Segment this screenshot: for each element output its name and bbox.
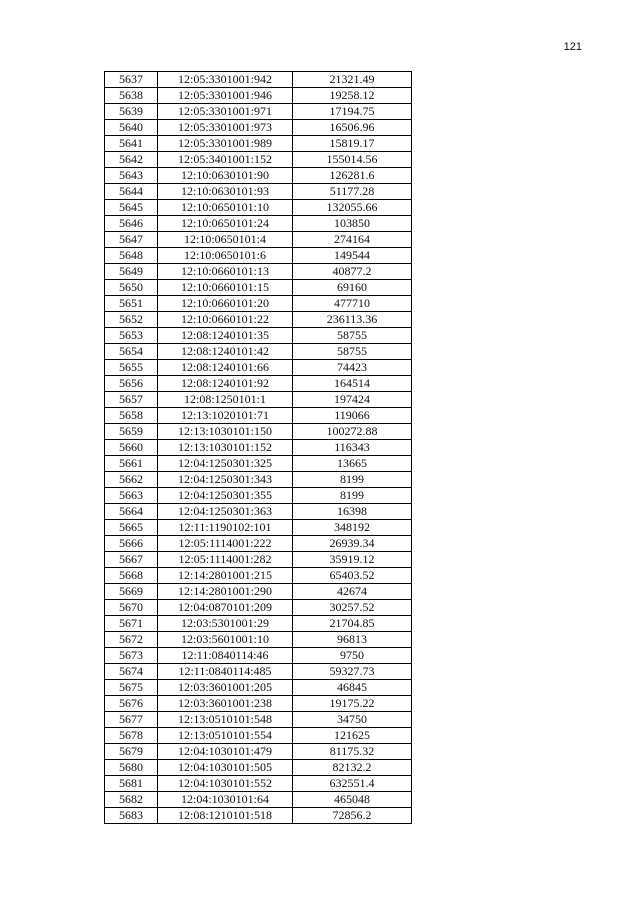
cadastral-number-cell: 12:10:0650101:6 xyxy=(158,248,293,264)
row-number-cell: 5640 xyxy=(105,120,158,136)
cadastral-number-cell: 12:04:1250301:355 xyxy=(158,488,293,504)
table-row xyxy=(105,792,412,808)
amount-cell: 103850 xyxy=(293,216,412,232)
table-row xyxy=(105,616,412,632)
table-row xyxy=(105,760,412,776)
cadastral-number-cell: 12:03:5601001:10 xyxy=(158,632,293,648)
table-row xyxy=(105,120,412,136)
amount-cell: 42674 xyxy=(293,584,412,600)
amount-cell: 30257.52 xyxy=(293,600,412,616)
row-number-cell: 5651 xyxy=(105,296,158,312)
row-number-cell: 5668 xyxy=(105,568,158,584)
cadastral-number-cell: 12:08:1240101:42 xyxy=(158,344,293,360)
amount-cell: 116343 xyxy=(293,440,412,456)
cadastral-number-cell: 12:13:1020101:71 xyxy=(158,408,293,424)
cadastral-number-cell: 12:14:2801001:215 xyxy=(158,568,293,584)
cadastral-number-cell: 12:05:1114001:282 xyxy=(158,552,293,568)
amount-cell: 34750 xyxy=(293,712,412,728)
row-number-cell: 5683 xyxy=(105,808,158,824)
cadastral-number-cell: 12:04:0870101:209 xyxy=(158,600,293,616)
table-row xyxy=(105,104,412,120)
cadastral-number-cell: 12:05:1114001:222 xyxy=(158,536,293,552)
row-number-cell: 5667 xyxy=(105,552,158,568)
amount-cell: 58755 xyxy=(293,344,412,360)
table-row xyxy=(105,520,412,536)
cadastral-number-cell: 12:05:3301001:946 xyxy=(158,88,293,104)
table-row xyxy=(105,440,412,456)
cadastral-number-cell: 12:04:1030101:64 xyxy=(158,792,293,808)
cadastral-number-cell: 12:05:3301001:942 xyxy=(158,72,293,88)
row-number-cell: 5672 xyxy=(105,632,158,648)
row-number-cell: 5639 xyxy=(105,104,158,120)
table-row xyxy=(105,712,412,728)
amount-cell: 74423 xyxy=(293,360,412,376)
table-row xyxy=(105,664,412,680)
row-number-cell: 5649 xyxy=(105,264,158,280)
row-number-cell: 5656 xyxy=(105,376,158,392)
table-row xyxy=(105,808,412,824)
table-row xyxy=(105,152,412,168)
amount-cell: 19175.22 xyxy=(293,696,412,712)
cadastral-number-cell: 12:08:1240101:92 xyxy=(158,376,293,392)
table-row xyxy=(105,360,412,376)
row-number-cell: 5664 xyxy=(105,504,158,520)
amount-cell: 59327.73 xyxy=(293,664,412,680)
row-number-cell: 5682 xyxy=(105,792,158,808)
row-number-cell: 5658 xyxy=(105,408,158,424)
table-row xyxy=(105,296,412,312)
table-row xyxy=(105,488,412,504)
amount-cell: 155014.56 xyxy=(293,152,412,168)
row-number-cell: 5652 xyxy=(105,312,158,328)
table-row xyxy=(105,392,412,408)
amount-cell: 164514 xyxy=(293,376,412,392)
row-number-cell: 5679 xyxy=(105,744,158,760)
row-number-cell: 5670 xyxy=(105,600,158,616)
cadastral-number-cell: 12:10:0660101:15 xyxy=(158,280,293,296)
cadastral-number-cell: 12:10:0660101:20 xyxy=(158,296,293,312)
row-number-cell: 5644 xyxy=(105,184,158,200)
cadastral-number-cell: 12:04:1250301:343 xyxy=(158,472,293,488)
row-number-cell: 5675 xyxy=(105,680,158,696)
cadastral-number-cell: 12:11:0840114:46 xyxy=(158,648,293,664)
amount-cell: 119066 xyxy=(293,408,412,424)
cadastral-number-cell: 12:04:1030101:552 xyxy=(158,776,293,792)
cadastral-number-cell: 12:04:1030101:505 xyxy=(158,760,293,776)
cadastral-number-cell: 12:08:1210101:518 xyxy=(158,808,293,824)
table-row xyxy=(105,504,412,520)
row-number-cell: 5642 xyxy=(105,152,158,168)
row-number-cell: 5680 xyxy=(105,760,158,776)
row-number-cell: 5676 xyxy=(105,696,158,712)
row-number-cell: 5665 xyxy=(105,520,158,536)
amount-cell: 58755 xyxy=(293,328,412,344)
row-number-cell: 5661 xyxy=(105,456,158,472)
amount-cell: 26939.34 xyxy=(293,536,412,552)
row-number-cell: 5647 xyxy=(105,232,158,248)
cadastral-number-cell: 12:13:0510101:554 xyxy=(158,728,293,744)
amount-cell: 35919.12 xyxy=(293,552,412,568)
table-row xyxy=(105,328,412,344)
row-number-cell: 5655 xyxy=(105,360,158,376)
amount-cell: 13665 xyxy=(293,456,412,472)
table-row xyxy=(105,632,412,648)
cadastral-number-cell: 12:05:3401001:152 xyxy=(158,152,293,168)
table-row xyxy=(105,744,412,760)
row-number-cell: 5650 xyxy=(105,280,158,296)
cadastral-number-cell: 12:13:0510101:548 xyxy=(158,712,293,728)
table-row xyxy=(105,456,412,472)
cadastral-number-cell: 12:04:1250301:363 xyxy=(158,504,293,520)
row-number-cell: 5653 xyxy=(105,328,158,344)
table-row xyxy=(105,248,412,264)
amount-cell: 21321.49 xyxy=(293,72,412,88)
amount-cell: 15819.17 xyxy=(293,136,412,152)
table-row xyxy=(105,776,412,792)
amount-cell: 81175.32 xyxy=(293,744,412,760)
table-row xyxy=(105,232,412,248)
cadastral-number-cell: 12:14:2801001:290 xyxy=(158,584,293,600)
cadastral-number-cell: 12:10:0660101:22 xyxy=(158,312,293,328)
table-row xyxy=(105,696,412,712)
amount-cell: 348192 xyxy=(293,520,412,536)
amount-cell: 632551.4 xyxy=(293,776,412,792)
row-number-cell: 5666 xyxy=(105,536,158,552)
table-body xyxy=(105,72,412,824)
amount-cell: 16398 xyxy=(293,504,412,520)
row-number-cell: 5659 xyxy=(105,424,158,440)
row-number-cell: 5646 xyxy=(105,216,158,232)
table-row xyxy=(105,312,412,328)
row-number-cell: 5648 xyxy=(105,248,158,264)
amount-cell: 69160 xyxy=(293,280,412,296)
cadastral-number-cell: 12:10:0630101:93 xyxy=(158,184,293,200)
amount-cell: 149544 xyxy=(293,248,412,264)
cadastral-number-cell: 12:03:3601001:205 xyxy=(158,680,293,696)
page-number: 121 xyxy=(563,41,582,53)
amount-cell: 126281.6 xyxy=(293,168,412,184)
row-number-cell: 5637 xyxy=(105,72,158,88)
amount-cell: 100272.88 xyxy=(293,424,412,440)
amount-cell: 477710 xyxy=(293,296,412,312)
amount-cell: 82132.2 xyxy=(293,760,412,776)
amount-cell: 274164 xyxy=(293,232,412,248)
table-row xyxy=(105,536,412,552)
amount-cell: 465048 xyxy=(293,792,412,808)
row-number-cell: 5677 xyxy=(105,712,158,728)
cadastral-number-cell: 12:10:0630101:90 xyxy=(158,168,293,184)
amount-cell: 96813 xyxy=(293,632,412,648)
row-number-cell: 5671 xyxy=(105,616,158,632)
row-number-cell: 5669 xyxy=(105,584,158,600)
cadastral-number-cell: 12:13:1030101:150 xyxy=(158,424,293,440)
cadastral-number-cell: 12:11:0840114:485 xyxy=(158,664,293,680)
row-number-cell: 5638 xyxy=(105,88,158,104)
table-row xyxy=(105,72,412,88)
table-row xyxy=(105,200,412,216)
table-row xyxy=(105,680,412,696)
cadastral-number-cell: 12:10:0660101:13 xyxy=(158,264,293,280)
row-number-cell: 5643 xyxy=(105,168,158,184)
row-number-cell: 5645 xyxy=(105,200,158,216)
amount-cell: 8199 xyxy=(293,488,412,504)
table-row xyxy=(105,600,412,616)
cadastral-number-cell: 12:03:5301001:29 xyxy=(158,616,293,632)
amount-cell: 132055.66 xyxy=(293,200,412,216)
cadastral-number-cell: 12:10:0650101:10 xyxy=(158,200,293,216)
row-number-cell: 5681 xyxy=(105,776,158,792)
table-row xyxy=(105,552,412,568)
table-row xyxy=(105,424,412,440)
table-row xyxy=(105,728,412,744)
table-row xyxy=(105,568,412,584)
amount-cell: 236113.36 xyxy=(293,312,412,328)
row-number-cell: 5674 xyxy=(105,664,158,680)
table-row xyxy=(105,280,412,296)
amount-cell: 40877.2 xyxy=(293,264,412,280)
amount-cell: 16506.96 xyxy=(293,120,412,136)
table-row xyxy=(105,584,412,600)
row-number-cell: 5663 xyxy=(105,488,158,504)
table-row xyxy=(105,168,412,184)
row-number-cell: 5654 xyxy=(105,344,158,360)
amount-cell: 65403.52 xyxy=(293,568,412,584)
row-number-cell: 5657 xyxy=(105,392,158,408)
table-row xyxy=(105,376,412,392)
cadastral-number-cell: 12:10:0650101:24 xyxy=(158,216,293,232)
cadastral-number-cell: 12:08:1250101:1 xyxy=(158,392,293,408)
table-row xyxy=(105,472,412,488)
amount-cell: 19258.12 xyxy=(293,88,412,104)
cadastral-number-cell: 12:04:1250301:325 xyxy=(158,456,293,472)
data-table xyxy=(104,71,412,824)
table-row xyxy=(105,184,412,200)
table-row xyxy=(105,216,412,232)
amount-cell: 21704.85 xyxy=(293,616,412,632)
row-number-cell: 5673 xyxy=(105,648,158,664)
amount-cell: 8199 xyxy=(293,472,412,488)
amount-cell: 17194.75 xyxy=(293,104,412,120)
amount-cell: 72856.2 xyxy=(293,808,412,824)
cadastral-number-cell: 12:05:3301001:971 xyxy=(158,104,293,120)
cadastral-number-cell: 12:11:1190102:101 xyxy=(158,520,293,536)
cadastral-number-cell: 12:04:1030101:479 xyxy=(158,744,293,760)
amount-cell: 197424 xyxy=(293,392,412,408)
cadastral-number-cell: 12:13:1030101:152 xyxy=(158,440,293,456)
amount-cell: 46845 xyxy=(293,680,412,696)
row-number-cell: 5641 xyxy=(105,136,158,152)
cadastral-number-cell: 12:03:3601001:238 xyxy=(158,696,293,712)
row-number-cell: 5660 xyxy=(105,440,158,456)
cadastral-number-cell: 12:10:0650101:4 xyxy=(158,232,293,248)
table-row xyxy=(105,344,412,360)
amount-cell: 9750 xyxy=(293,648,412,664)
row-number-cell: 5662 xyxy=(105,472,158,488)
row-number-cell: 5678 xyxy=(105,728,158,744)
cadastral-number-cell: 12:05:3301001:973 xyxy=(158,120,293,136)
table-row xyxy=(105,408,412,424)
cadastral-number-cell: 12:08:1240101:66 xyxy=(158,360,293,376)
amount-cell: 121625 xyxy=(293,728,412,744)
amount-cell: 51177.28 xyxy=(293,184,412,200)
table-row xyxy=(105,648,412,664)
cadastral-number-cell: 12:05:3301001:989 xyxy=(158,136,293,152)
table-row xyxy=(105,136,412,152)
cadastral-number-cell: 12:08:1240101:35 xyxy=(158,328,293,344)
table-row xyxy=(105,88,412,104)
table-row xyxy=(105,264,412,280)
